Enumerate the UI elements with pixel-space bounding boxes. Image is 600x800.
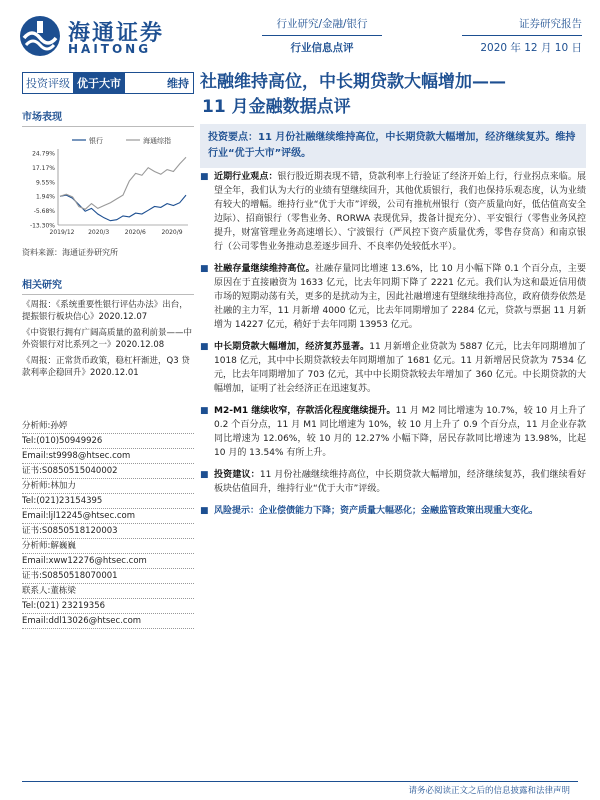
bullet-social-financing bbox=[200, 262, 586, 332]
logo-chinese-name: 海通证券 bbox=[68, 20, 165, 46]
bullet-investment-advice bbox=[200, 468, 586, 496]
bullet-m2-m1 bbox=[200, 404, 586, 460]
bullet-icon: ■ bbox=[200, 506, 209, 516]
report-header bbox=[0, 0, 600, 64]
report-date: 2020 年 12 月 10 日 bbox=[480, 42, 582, 54]
report-title bbox=[200, 70, 590, 120]
bullet-head: 近期行业观点： bbox=[214, 172, 278, 182]
bullet-long-term-loans bbox=[200, 340, 586, 396]
y-tick-label: 17.17% bbox=[32, 164, 55, 172]
bullet-body: 11 月份社融继续维持高位，中长期贷款大幅增加，经济继续复苏，我们继续看好板块估值回升，维持行业“优于大市”评级。 bbox=[214, 470, 586, 494]
x-tick-label: 2020/3 bbox=[88, 229, 110, 236]
analyst-line: Email:ddl13026@htsec.com bbox=[22, 614, 194, 629]
series-line-海通综指 bbox=[60, 157, 186, 209]
analyst-line: 联系人:董栋梁 bbox=[22, 584, 194, 599]
footer-disclaimer: 请务必阅读正文之后的信息披露和法律声明 bbox=[408, 786, 570, 796]
bullet-body: 银行股近期表现不错，贷款利率上行验证了经济开始上行，行业拐点来临。展望全年，我们认为大行的业绩有望继续回升，其他优质银行，我们也保持乐观态度，认为业绩有较大的增幅。维持行业“优于大市”评级，公司有推杭州银行（资产质量向好，低估值高安全边际）、招商银行（零售业务、RORWA 表现优异，拨备计提充分）、平安银行（零售业务风控提升，财富管理业务高速增长）、宁波银行（严风控下资产质量优秀，零售存贷高）和南京银行（公司零售业务推动息差逐步回升、不良率仍处较低水平）。 bbox=[214, 172, 586, 252]
report-title-line2: 11 月金融数据点评 bbox=[202, 97, 351, 117]
haitong-logo-icon bbox=[18, 14, 62, 58]
related-research-title: 相关研究 bbox=[22, 276, 194, 295]
analyst-line: 分析师:孙婷 bbox=[22, 419, 194, 434]
analyst-contacts bbox=[22, 419, 194, 629]
y-tick-label: -5.68% bbox=[33, 208, 55, 216]
related-item: 《中资银行拥有广阔高质量的盈利前景——中外资银行对比系列之一》2020.12.08 bbox=[22, 328, 193, 350]
bullet-icon: ■ bbox=[200, 342, 209, 352]
analyst-line: Email:xww12276@htsec.com bbox=[22, 554, 194, 569]
y-tick-label: 24.79% bbox=[32, 150, 55, 158]
analyst-line: 证书:S0850515040002 bbox=[22, 464, 194, 479]
analyst-line: 证书:S0850518120003 bbox=[22, 524, 194, 539]
bullet-risk bbox=[200, 504, 586, 518]
report-body bbox=[200, 170, 586, 526]
chart-source: 资料来源：海通证券研究所 bbox=[22, 248, 118, 257]
rating-status: 维持 bbox=[167, 77, 189, 90]
related-item: 《周报：正常货币政策，稳杠杆渐进，Q3 贷款利率企稳回升》2020.12.01 bbox=[22, 356, 190, 378]
legend-label: 银行 bbox=[89, 137, 103, 145]
analyst-line: Email:ljl12245@htsec.com bbox=[22, 509, 194, 524]
analyst-line: 证书:S0850518070001 bbox=[22, 569, 194, 584]
bullet-icon: ■ bbox=[200, 264, 209, 274]
analyst-line: 分析师:解巍巍 bbox=[22, 539, 194, 554]
logo-english-name: HAITONG bbox=[68, 42, 152, 56]
report-type: 证券研究报告 bbox=[462, 16, 582, 36]
x-tick-label: 2020/9 bbox=[161, 229, 183, 236]
bullet-head: M2-M1 继续收窄，存款活化程度继续提升。 bbox=[214, 406, 396, 416]
bullet-head: 社融存量继续维持高位。 bbox=[214, 264, 315, 274]
bullet-icon: ■ bbox=[200, 470, 209, 480]
y-tick-label: 9.55% bbox=[35, 179, 55, 187]
bullet-head: 中长期贷款大幅增加，经济复苏显著。 bbox=[214, 342, 370, 352]
page-footer bbox=[0, 780, 600, 800]
market-line-chart bbox=[22, 133, 194, 241]
analyst-line: Tel:(021) 23219356 bbox=[22, 599, 194, 614]
rating-label: 投资评级 bbox=[26, 77, 70, 90]
bullet-body: 11 月新增企业贷款为 5887 亿元，比去年同期增加了 1018 亿元，其中中长期贷款较去年同期增加了 1681 亿元。11 月新增居民贷款为 7534 亿元，比去年同期增加了 703 亿元，其中中长期贷款较去年增加了 360 亿元。中长期贷款的大幅增加，证明了社会经济正在迅速复苏。 bbox=[214, 342, 586, 394]
investment-summary: 投资要点：11 月份社融继续维持高位，中长期贷款大幅增加，经济继续复苏。维持行业“优于大市”评级。 bbox=[200, 124, 586, 168]
report-category-block bbox=[262, 16, 382, 55]
y-tick-label: -13.30% bbox=[29, 222, 55, 230]
analyst-line: Tel:(021)23154395 bbox=[22, 494, 194, 509]
rating-badge bbox=[22, 72, 194, 94]
legend-label: 海通综指 bbox=[143, 137, 171, 145]
analyst-line: Email:st9998@htsec.com bbox=[22, 449, 194, 464]
company-logo bbox=[18, 14, 188, 58]
rating-value: 优于大市 bbox=[73, 73, 125, 93]
market-chart bbox=[22, 133, 194, 241]
analyst-line: 分析师:林加力 bbox=[22, 479, 194, 494]
bullet-industry-view bbox=[200, 170, 586, 254]
related-list bbox=[22, 299, 194, 379]
related-item: 《周报：《系统重要性银行评估办法》出台，提振银行板块信心》2020.12.07 bbox=[22, 300, 188, 322]
bullet-head: 风险提示：企业偿债能力下降；资产质量大幅恶化；金融监管政策出现重大变化。 bbox=[214, 506, 539, 516]
bullet-body: 11 月 M2 同比增速为 10.7%，较 10 月上升了 0.2 个百分点，11 月 M1 同比增速为 10%，较 10 月上升了 0.9 个百分点，11 月企业存款同比增速为 12.06%，较 10 月的 12.27% 小幅下降，居民存款同比增速为 13.98%，比起 10 月的 13.54% 有所上升。 bbox=[214, 406, 587, 458]
market-performance-title: 市场表现 bbox=[22, 108, 194, 127]
related-research bbox=[22, 276, 194, 379]
bullet-icon: ■ bbox=[200, 172, 209, 182]
x-tick-label: 2019/12 bbox=[49, 229, 75, 236]
footer-divider bbox=[22, 781, 578, 782]
analyst-line: Tel:(010)50949926 bbox=[22, 434, 194, 449]
y-tick-label: 1.94% bbox=[35, 193, 55, 201]
series-line-银行 bbox=[60, 195, 186, 221]
bullet-icon: ■ bbox=[200, 406, 209, 416]
x-tick-label: 2020/6 bbox=[124, 229, 146, 236]
report-meta-block bbox=[462, 16, 582, 55]
bullet-body: 社融存量同比增速 13.6%，比 10 月小幅下降 0.1 个百分点，主要原因在于直接融资为 1633 亿元，比去年同期下降了 2221 亿元。我们认为这和最近信用债市场的短期动荡有关，更多的是扰动为主，因此社融增速有望继续维持高位，政府债券依然是社融的主力军，11 月新增 4000 亿元，比去年同期增加了 2284 亿元，贷款与票据 11 月新增为 14227 亿元，稍好于去年同期 13953 亿元。 bbox=[214, 264, 586, 330]
report-series: 行业信息点评 bbox=[290, 42, 354, 54]
report-category: 行业研究/金融/银行 bbox=[262, 16, 382, 36]
bullet-head: 投资建议： bbox=[214, 470, 260, 480]
report-title-line1: 社融维持高位，中长期贷款大幅增加—— bbox=[200, 72, 506, 92]
left-sidebar bbox=[22, 72, 194, 629]
